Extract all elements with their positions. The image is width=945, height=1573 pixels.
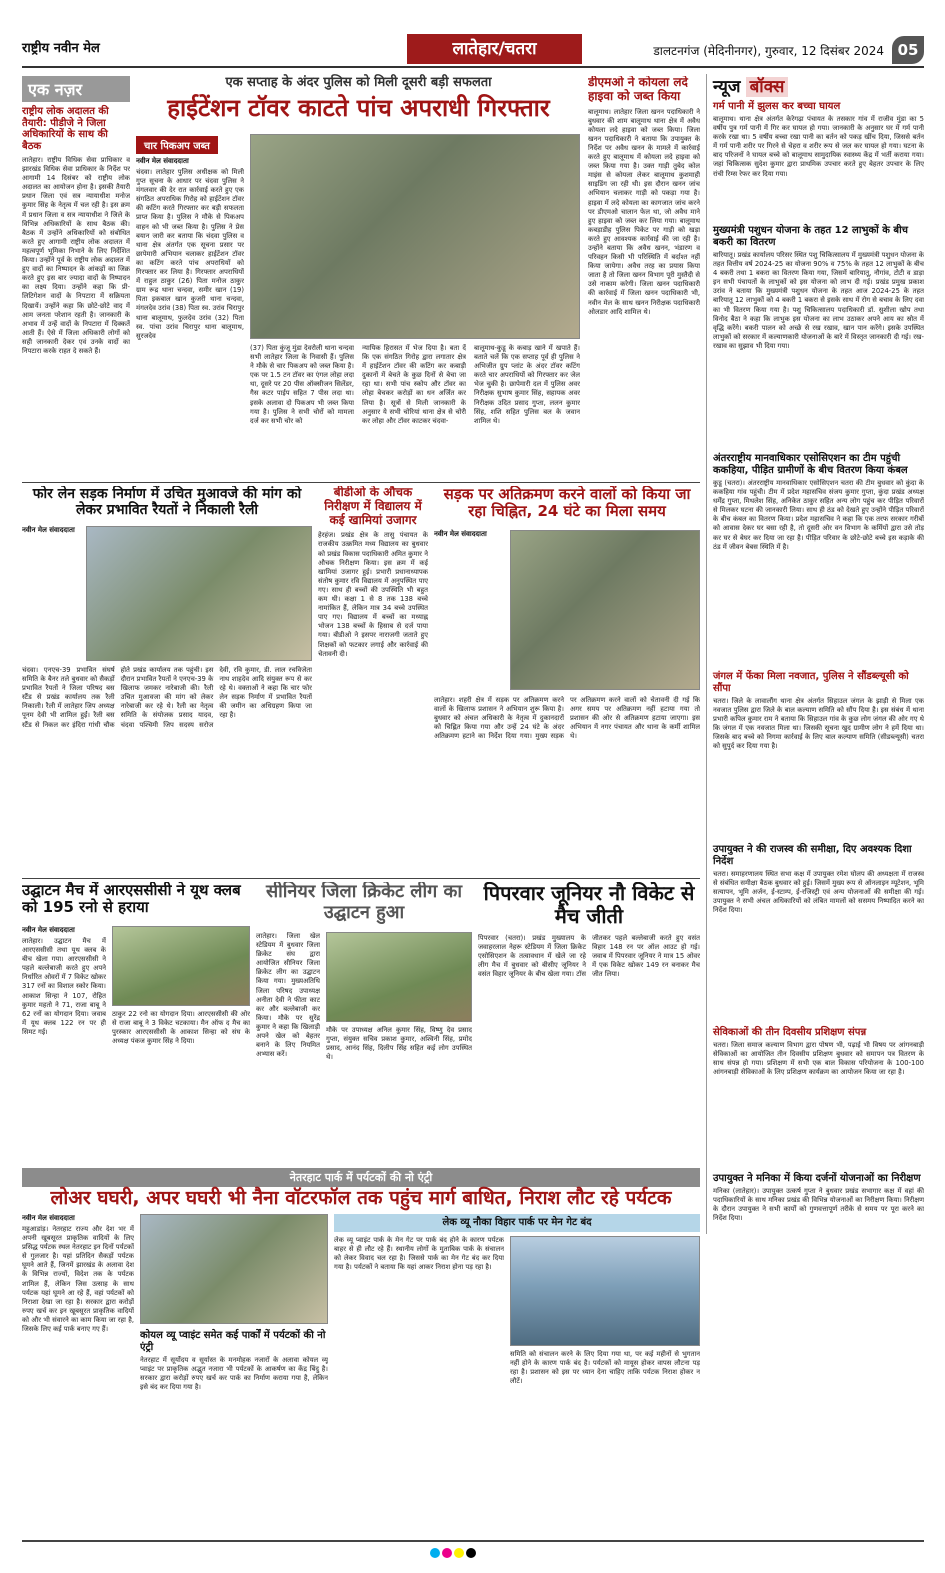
- senior-league-story: [256, 882, 472, 1172]
- netarhat-col1: [22, 1214, 134, 1534]
- news-item-body: बालूमाथ। थाना क्षेत्र अंतर्गत केरेगढ़ा पंचायत के तसकार गांव में राजीव मुंडा का 5 वर्षीय पुत्र गर्म पानी में गिर कर घायल हो गया। जानकारी के अनुसार घर में गर्म पानी करके रखा था। 5 वर्षीय बच्चा रखा पानी का बर्तन को पकड़ खींच दिया, जिससे बर्तन में गर्म पानी शरीर पर गिरने से चेहरा व शरीर रूप से जल कर घायल हो गया। घटना के बाद परिजनों ने घायल बच्चे को बालूमाथ सामुदायिक स्वास्थ्य केंद्र में भर्ती कराया गया। जहां चिकित्सक सुदेश कुमार द्वारा प्राथमिक उपचार करते हुए बेहतर उपचार के लिए रांची रिम्स रेफर कर दिया गया।: [713, 115, 924, 178]
- divider: [22, 482, 700, 483]
- news-item-headline: जंगल में फेंका मिला नवजात, पुलिस ने सौंडब्ल्यूसी को सौंपा: [713, 671, 909, 694]
- encroach-photo: [510, 530, 700, 690]
- page-number: 05: [892, 36, 924, 64]
- coal-body: बालूमाथ। लातेहार जिला खनन पदाधिकारी ने बुधवार की शाम बालूमाथ थाना क्षेत्र में अवैध कोयला लदे हाइवा को जब्त किया। जिला खनन पदाधिकारी ने बताया कि उपायुक्त के निर्देश पर अवैध खनन के मामले में कार्रवाई करते हुए बालूमाथ में कोयला लदे हाइवा को जब्त किया गया है। उक्त गाड़ी तुबेद कोल माइंस से कोयला लेकर बालूमाथ कुशमाही साइडिंग जा रही थी। इस दौरान खनन जांच अभियान चलाकर गाड़ी को पकड़ा गया है। हाइवा में लदे कोयला का कागजात जांच करने पर डीएमओ चालान फेल था, जो अवैध माने हुए हाइवा को जब्त कर लिया गया। बालूमाथ कबड़ाडीह पुलिस पिकेट पर गाड़ी को खड़ा करते हुए आवश्यक कार्रवाई की जा रही है। उन्होंने बताया कि अवैध खनन, भंडारण व परिवहन किसी भी परिस्थिति में बर्दाश्त नहीं किया जायेगा। अवैध तरह का प्रयास किया जाता है तो जिला खनन विभाग पूरी मुस्तैदी से उसे नाकाम करेगी। जिला खनन पदाधिकारी की कार्रवाई में जिला खनन पदाधिकारी भी, नवीन मेल के साथ खनन निरीक्षक पदाधिकारी ओलडार आदि शामिल थे।: [588, 107, 700, 316]
- section-title: लातेहार/चतरा: [407, 34, 582, 64]
- news-item-body: बारियातू। प्रखंड कार्यालय परिसर स्थित पशु चिकित्सालय में मुख्यमंत्री पशुधन योजना के तहत वित्तीय वर्ष 2024-25 का योजना 90% व 75% के तहत 12 लाभुकों के बीच 4 बकरी तथा 1 बकरा का वितरण किया गया, जिसमें बारियातू, नौगांव, टोटी व डाड़ा इन सभी पंचायतों के लाभुकों को इस योजना को लाभ दी गई। प्रखंड प्रमुख प्रकाश उरांव ने बताया कि मुख्यमंत्री पशुधन योजना के तहत आज 2024-25 के तहत बारियातू 12 लाभुकों को 4 बकरी 1 बकरा से इसके साथ में रोग से बचाव के लिए दवा का भी वितरण किया गया है। पशु चिकित्सालय पदाधिकारी डॉ. सुशीला खोप तथा विनोद बैठा ने कहा कि लाभुक इस योजना का लाभ उठाकर अपने आय का स्रोत में वृद्धि करेंगे। बकरी पालन को अच्छे से रख रखाव, खान पान करेंगे। इसके उपस्थित लाभुकों को सरकार में कल्याणकारी योजनाओं के बारे में विस्तृत जानकारी दी गई। रख-रखाव का सुझाव भी दिया गया।: [713, 251, 924, 350]
- divider: [22, 878, 700, 879]
- bottom-rule: [22, 1540, 924, 1542]
- lead-body-1: चंदवा। लातेहार पुलिस अधीक्षक को मिली गुप्त सूचना के आधार पर चंदवा पुलिस ने मंगलवार की देर रात कार्रवाई करते हुए एक संगठित अपराधिक गिरोह को हाईटेंशन टॉवर की कटिंग करते गिरफ्तार कर बड़ी सफलता प्राप्त किया है। पुलिस ने मौके से पिकअप वाहन को भी जब्त किया है। पुलिस ने प्रेस बयान जारी कर बताया कि चंदवा पुलिस व थाना क्षेत्र अंतर्गत एक सूचना प्रसार पर छापेमारी अभियान चलाकर हाईटेंशन टॉवर का कटिंग करते पांच अपराधियों को गिरफ्तार कर लिया है। गिरफ्तार अपराधियों में राहुल ठाकुर (26) पिता मनोज ठाकुर ग्राम रूद्र थाना चन्दवा, समीर खान (19) पिता इकबाल खान कुजरी थाना चन्दवा, मंगलदेव उरांव (38) पिता स्व. उरांव चिरापुर थाना बालूमाथ, फुलदेव उरांव (32) पिता स्व. पांचा उरांव चिरापुर थाना बालूमाथ, सुरजदेव: [136, 168, 244, 340]
- encroach-headline: सड़क पर अतिक्रमण करने वालों को किया जा रहा चिह्नित, 24 घंटे का मिला समय: [443, 486, 691, 521]
- bdo-body: हेरहंज। प्रखंड क्षेत्र के तासु पंचायत के राजकीय उत्क्रमित मध्य विद्यालय का बुधवार को प्रखंड विकास पदाधिकारी अमित कुमार ने औचक निरीक्षण किया। इस क्रम में कई खामियां उजागर हुई। प्रभारी प्रधानाध्यापक संतोष कुमार रवि विद्यालय में अनुपस्थित पाए गए। साथ ही बच्चों की उपस्थिति भी बहुत कम थी। कक्षा 1 से 8 तक 138 बच्चे नामांकित हैं, लेकिन मात्र 34 बच्चे उपस्थित पाए गए। विद्यालय में बच्चों का मध्याह्न भोजन 138 बच्चों के हिसाब से दर्ज पाया गया। बीडीओ ने इसपर नाराजगी जताते हुए शिक्षकों को फटकार लगाई और कार्रवाई की चेतावनी दी।: [318, 531, 428, 658]
- news-item-body: कुडू (चतरा)। अंतरराष्ट्रीय मानवाधिकार एसोसिएशन चतरा की टीम बुधवार को कुंदा के ककहिया गांव पहुंची। टीम में प्रदेश महासचिव संजय कुमार गुप्ता, कुंदा प्रखंड अध्यक्ष धर्मेंद्र गुप्ता, मिथलेश सिंह, अनिकेत ठाकुर सहित अन्य लोग पहुंच कर पीड़ित परिवारों से मिलकर घटना की जानकारी लिया। साथ ही ठंड को देखते हुए उन्होंने पीड़ित परिवारों के बीच कंबल का वितरण किया। प्रदेश महासचिव ने कहा कि एक तरफ सरकार गरीबों को आवास देकर घर बसा रही है, तो दूसरी ओर वन विभाग के कर्मियों द्वारा उसे तोड़ कर घर से बेघर कर दिया जा रहा है। पीड़ित परिवार के छोटे-छोटे बच्चे इस कड़ाके की ठंड में जीवन बेबस स्थिति में है।: [713, 479, 924, 551]
- koyal-headline: कोयल व्यू प्वाइंट समेत कई पार्कों में पर्यटकों की नो एंट्री: [140, 1330, 326, 1353]
- lead-kicker: एक सप्ताह के अंदर पुलिस को मिली दूसरी बड़ी सफलता: [225, 75, 492, 90]
- news-item: [713, 671, 924, 842]
- udghatan-body-2: ठाकुर 22 रनो का योगदान दिया। आरएससीसी की ओर से राजा बाबू ने 3 विकेट चटकाया। मैन ऑफ द मैच का पुरस्कार आरएससीसी के आकाश सिन्हा को संघ के अध्यक्ष पंकज कुमार सिंह ने दिया।: [112, 1010, 250, 1046]
- udghatan-col1: [22, 926, 106, 1166]
- news-item-headline: मुख्यमंत्री पशुधन योजना के तहत 12 लाभुकों के बीच बकरी का वितरण: [713, 225, 909, 248]
- ek-nazar-headline: राष्ट्रीय लोक अदालत की तैयारी: पीडीजे ने जिला अधिकारियों के साथ की बैठक: [22, 106, 109, 152]
- koyal-body: नेतरहाट में सूर्योदय व सूर्यास्त के मनमोहक नजारों के अलावा कोयल व्यू प्वाइंट पर प्राकृतिक अद्भुत नजारा भी पर्यटकों के आकर्षण का केंद्र बिंदु है। सरकार द्वारा करोड़ों रुपए खर्च कर पार्क का निर्माण कराया गया है, लेकिन इसे बंद कर दिया गया है।: [140, 1356, 328, 1392]
- netarhat-body-2: लेक व्यू प्वाइंट पार्क के मेन गेट पर पार्क बंद होने के कारण पर्यटक बाहर से ही लौट रहे हैं। स्थानीय लोगों के मुताबिक पार्क के संचालन को लेकर विवाद चल रहा है। जिससे पार्क का मेन गेट बंद कर दिया गया है। पर्यटकों ने बताया कि यहां आकर निराश होना पड़ रहा है।: [334, 1236, 504, 1272]
- news-item: [713, 453, 924, 669]
- news-item: [713, 844, 924, 1025]
- news-box-title: [713, 74, 924, 97]
- netarhat-byline: नवीन मेल संवाददाता: [22, 1214, 75, 1222]
- koyal-story: [140, 1328, 328, 1534]
- yellow-mark: [454, 1548, 464, 1558]
- netarhat-headline: लोअर घघरी, अपर घघरी भी नैना वॉटरफॉल तक पहुंच मार्ग बाधित, निराश लौट रहे पर्यटक: [50, 1187, 672, 1209]
- encroach-story: [434, 486, 700, 876]
- registration-marks: [430, 1548, 476, 1558]
- news-item-headline: अंतरराष्ट्रीय मानवाधिकार एसोसिएशन का टीम पहुंची ककहिया, पीड़ित ग्रामीणों के बीच वितरण किया कंबल: [713, 453, 908, 476]
- lake-boating-photo: [510, 1236, 700, 1346]
- ek-nazar-label: एक नज़र: [22, 76, 130, 102]
- encroach-byline: नवीन मेल संवाददाता: [434, 530, 487, 538]
- news-item: [713, 101, 924, 223]
- news-box: [706, 74, 924, 1234]
- lead-body-4: बालूमाथ-कुडू के कबाड़ खाने में खपाते हैं। बताते चलें कि एक सप्ताह पूर्व ही पुलिस ने अभिजीत ग्रुप प्लांट के अंदर टॉवर कटिंग करते चार अपराधियों को गिरफ्तार कर जेल भेज चुकी है। छापेमारी दल में पुलिस अवर निरीक्षक सुभाष कुमार सिंह, सहायक अवर निरीक्षक उदित प्रसाद गुप्ता, ललन कुमार सिंह, शशि सहित पुलिस बल के जवान शामिल थे।: [474, 344, 580, 425]
- netarhat-ribbon: नेतरहाट पार्क में पर्यटकों की नो एंट्री: [22, 1168, 700, 1187]
- four-lane-story: [22, 486, 312, 876]
- lake-view-tag: लेक व्यू नौका विहार पार्क पर मेन गेट बंद: [334, 1214, 700, 1232]
- encroach-body: लातेहार। शहरी क्षेत्र में सड़क पर अतिक्रमण करने वालों के खिलाफ प्रशासन ने अभियान शुरू किया है। बुधवार को अंचल अधिकारी के नेतृत्व में दुकानदारों को चिह्नित किया गया और उन्हें 24 घंटे के अंदर अतिक्रमण हटाने का निर्देश दिया गया। मुख्य सड़क पर अतिक्रमण करने वालों को चेतावनी दी गई कि अगर समय पर अतिक्रमण नहीं हटाया गया तो प्रशासन की ओर से अतिक्रमण हटाया जाएगा। इस अभियान में नगर पंचायत और थाना के कर्मी शामिल थे।: [434, 696, 700, 741]
- udghatan-headline: उद्घाटन मैच में आरएससीसी ने यूथ क्लब को 195 रनो से हराया: [22, 882, 241, 917]
- four-lane-headline: फोर लेन सड़क निर्माण में उचित मुआवजे की मांग को लेकर प्रभावित रैयतों ने निकाली रैली: [32, 486, 302, 519]
- ek-nazar-column: [22, 76, 130, 486]
- encroach-col1: [434, 530, 504, 541]
- ek-nazar-body: लातेहार। राष्ट्रीय विधिक सेवा प्राधिकार व झारखंड विधिक सेवा प्राधिकार के निर्देश पर आगामी 14 दिसंबर को राष्ट्रीय लोक अदालत का आयोजन होना है। इसकी तैयारी प्रधान जिला एवं सत्र न्यायाधीश मनोज कुमार सिंह के नेतृत्व में चल रही है। इस क्रम में प्रधान जिला व सत्र न्यायाधीश ने जिले के विभिन्न अधिकारियों के साथ बैठक की। बैठक में उन्होंने अधिकारियों को संबोधित करते हुए आगामी राष्ट्रीय लोक अदालत में महत्वपूर्ण भूमिका निभाने के लिए निर्देशित किया। उन्होंने पूर्व के राष्ट्रीय लोक अदालत में हुए वादों का निष्पादन के आंकड़ों का जिक्र करते हुए इस बार ज्यादा वादों के निष्पादन का लक्ष्य दिया। उन्होंने कहा कि प्री-लिटिगेशन वादों के निपटारा में सक्रियता दिखायें। उन्होंने कहा कि छोटे-छोटे वाद में आम जनता परेशान रहती है। जानकारी के अभाव में उन्हें वादों के निपटारा में दिक्कतें आती हैं। ऐसे में जिला अधिकारी लोगों को सही जानकारी देकर एवं उनके वादों का निपटारा करके राहत दे सकते हैं।: [22, 156, 130, 355]
- coal-story: [588, 76, 700, 476]
- lead-tag: चार पिकअप जब्त: [136, 136, 218, 154]
- news-box-title-a: न्यूज: [713, 77, 741, 97]
- black-mark: [466, 1548, 476, 1558]
- netarhat-body: महुआडांड़। नेतरहाट राज्य और देश भर में अपनी खूबसूरत प्राकृतिक वादियों के लिए प्रसिद्ध पर्यटक स्थल नेतरहाट इन दिनों पर्यटकों से गुलजार है। यहां प्रतिदिन सैकड़ों पर्यटक घूमने आते हैं, जिनमें झारखंड के अलावा देश के विभिन्न राज्यों, विदेश तक के पर्यटक शामिल हैं, लेकिन जिस उत्साह के साथ पर्यटक यहां घूमने आ रहे हैं, वहां पर्यटकों को निराशा देखा जा रहा है। सरकार द्वारा करोड़ों रुपए खर्च कर इन खूबसूरत प्राकृतिक वादियों को और भी संवारने का काम किया जा रहा है, जिसके लिए कई पार्क बनाए गए हैं।: [22, 1225, 134, 1334]
- news-box-title-b: बॉक्स: [746, 77, 789, 97]
- senior-league-photo: [326, 932, 472, 1022]
- news-item-body: चतरा। जिला समाज कल्याण विभाग द्वारा पोषण भी, पढ़ाई भी विषय पर आंगनबाड़ी सेविकाओं का आयोजित तीन दिवसीय प्रशिक्षण बुधवार को समापन पत्र वितरण के साथ संपन्न हो गया। प्रशिक्षण में सभी एक बाल विकास परियोजना के 100-100 आंगनबाड़ी सेविकाओं के लिए प्रशिक्षण कार्यक्रम का आयोजन किया जा रहा है।: [713, 1041, 924, 1077]
- udghatan-byline: नवीन मेल संवाददाता: [22, 926, 75, 934]
- lead-byline: नवीन मेल संवाददाता: [136, 157, 189, 165]
- news-item: [713, 1173, 924, 1234]
- news-item-headline: उपायुक्त ने की राजस्व की समीक्षा, दिए अवश्यक दिशा निर्देश: [713, 844, 912, 867]
- udghatan-body: लातेहार। उद्घाटन मैच में आरएससीसी तथा यूथ क्लब के बीच खेला गया। आरएससीसी ने पहले बल्लेबाजी करते हुए अपने निर्धारित ओवरों में 7 विकेट खोकर 317 रनों का विशाल स्कोर किया। आकाश सिन्हा ने 107, रोहित कुमार महतो ने 71, राजा बाबू ने 62 रनों का योगदान दिया। जवाब में यूथ क्लब 122 रन पर ही सिमट गई।: [22, 937, 106, 1036]
- park-gate-photo: [140, 1214, 328, 1324]
- coal-headline: डीएमओ ने कोयला लदे हाइवा को जब्त किया: [588, 76, 688, 103]
- dateline: डालटनगंज (मेदिनीनगर), गुरुवार, 12 दिसंबर 2024: [653, 44, 884, 58]
- four-lane-body: चंदवा। एनएच-39 प्रभावित संघर्ष समिति के बैनर तले बुधवार को सैकड़ों प्रभावित रैयतों ने जिला परिषद बस स्टैंड से प्रखंड कार्यालय तक रैली निकाली। रैली में लातेहार जिप अध्यक्ष पूनम देवी भी शामिल हुईं। रैली बस स्टैंड से निकल कर इंदिरा गांधी चौक होते प्रखंड कार्यालय तक पहुंची। इस दौरान प्रभावित रैयतों ने एनएच-39 के खिलाफ जमकर नारेबाजी की। रैली उचित मुआवजा की मांग को लेकर नारेबाजी कर रहे थे। रैली का नेतृत्व समिति के संयोजक प्रसाद यादव, चंदवा पश्चिमी जिप सदस्य सरोज देवी, रवि कुमार, डी. लाल रचविजेता नाथ शाहदेव आदि संयुक्त रूप से कर रहे थे। वक्ताओं ने कहा कि चार फोर लेन सड़क निर्माण में प्रभावित रैयतों की जमीन का अधिग्रहण किया जा रहा है।: [22, 666, 312, 729]
- senior-body: लातेहार। जिला खेल स्टेडियम में बुधवार जिला क्रिकेट संघ द्वारा आयोजित सीनियर जिला क्रिकेट लीग का उद्घाटन किया गया। मुख्यअतिथि जिला परिषद उपाध्यक्ष अनीता देवी ने फीता काट कर और बल्लेबाजी कर किया। मौके पर सुरेंद्र कुमार ने कहा कि खिलाड़ी अपने खेल को बेहतर बनाने के लिए नियमित अभ्यास करें।: [256, 932, 320, 1059]
- magenta-mark: [442, 1548, 452, 1558]
- lead-body-2: (37) पिता कुंजू मुंडा देवरोली थाना चन्दवा सभी लातेहार जिला के निवासी हैं। पुलिस ने मौके से चार पिकअप को जब्त किया है। एक पर 1.5 टन टॉवर का एंगल लोहा लदा था, दूसरे पर 20 पीस ऑक्सीजन सिलेंडर, गैस कटर पाईप सहित 7 पीस लदा था। इसके अलावा दो पिकअप भी जब्त किया गया है। पुलिस ने सभी चोरों को मामला दर्ज कर सभी चोर को: [250, 344, 354, 425]
- arrested-criminals-photo: [250, 134, 580, 339]
- piparwar-headline: पिपरवार जूनियर नौ विकेट से मैच जीती: [483, 882, 695, 928]
- masthead: [22, 34, 924, 68]
- senior-headline: सीनियर जिला क्रिकेट लीग का उद्घाटन हुआ: [265, 882, 463, 923]
- bdo-story: [318, 486, 428, 876]
- lead-story: [136, 76, 581, 476]
- four-lane-col1: [22, 526, 82, 537]
- four-lane-byline: नवीन मेल संवाददाता: [22, 526, 75, 534]
- piparwar-story: [478, 882, 700, 1172]
- cyan-mark: [430, 1548, 440, 1558]
- news-item-body: चतरा। समाहरणालय स्थित सभा कक्ष में उपायुक्त रमेश घोलप की अध्यक्षता में राजस्व से संबंधित समीक्षा बैठक बुधवार को हुई। जिसमें मुख्य रूप से ऑनलाइन म्यूटेशन, भूमि सत्यापन, भूमि अर्जन, ई-स्टाम्प, ई-रजिस्ट्री एवं अन्य योजनाओं की समीक्षा की गई। उपायुक्त ने सभी अंचल अधिकारियों को लंबित मामलों को ससमय निष्पादित करने का निर्देश दिया।: [713, 870, 924, 915]
- news-item-body: मनिका (लातेहार)। उपायुक्त उत्कर्ष गुप्ता ने बुधवार प्रखंड सभागार कक्ष में वहां की पदाधिकारियों के साथ मनिका प्रखंड की विभिन्न योजनाओं का निरीक्षण किया। निरीक्षण के दौरान उपायुक्त ने सभी कार्यों को गुणवत्तापूर्ण तरीके से समय पर पूरा करने का निर्देश दिया।: [713, 1187, 924, 1223]
- news-item-headline: सेविकाओं की तीन दिवसीय प्रशिक्षण संपन्न: [713, 1027, 867, 1038]
- senior-body-2: मौके पर उपाध्यक्ष अनिल कुमार सिंह, विष्णु देव प्रसाद गुप्ता, संयुक्त सचिव प्रकाश कुमार, अश्विनी सिंह, प्रमोद प्रसाद, आनंद सिंह, दिलीप सिंह सहित कई लोग उपस्थित थे।: [326, 1026, 472, 1062]
- news-item: [713, 1027, 924, 1171]
- news-item-body: चतरा। जिले के लावालौंग थाना क्षेत्र अंतर्गत सिहाउल जंगल के झाड़ी से मिला एक नवजात पुलिस द्वारा जिले के बाल कल्याण समिति को सौंप दिया है। इस संबंध में थाना प्रभारी कपिल कुमार राम ने बताया कि सिहाउल गांव के कुछ लोग जंगल की ओर गए थे कि जंगल में एक नवजात मिला था। जिसकी सूचना खुद ग्रामीण लोग ने हमें दिया था। जिसके बाद बच्चे को निगमा कार्रवाई के लिए बाल कल्याण समिति (सीडब्ल्यूसी) चतरा को सुपुर्द कर दिया गया है।: [713, 697, 924, 751]
- lead-headline: हाईटेंशन टॉवर काटते पांच अपराधी गिरफ्तार: [167, 93, 550, 122]
- piparwar-body: पिपरवार (चतरा)। प्रखंड मुख्यालय के जवाहरलाल नेहरू स्टेडियम में जिला क्रिकेट एसोसिएशन के तत्वावधान में खेले जा रहे लीग मैच में बुधवार को बीसीए जूनियर ने वसंत विहार जूनियर के बीच खेला गया। टॉस जीतकर पहले बल्लेबाजी करते हुए वसंत विहार 148 रन पर ऑल आउट हो गई। जवाब में पिपरवार जूनियर ने मात्र 15 ओवर में एक विकेट खोकर 149 रन बनाकर मैच जीत लिया।: [478, 934, 700, 979]
- newspaper-brand: राष्ट्रीय नवीन मेल: [22, 41, 100, 56]
- lead-body-3: न्यायिक हिरासत में भेज दिया है। बता दें कि एक संगठित गिरोह द्वारा लगातार क्षेत्र में हाईटेंशन टॉवर की कटिंग कर कबाड़ी दुकानों में बेचते के कुछ दिनों से बेचा जा रहा था। सभी पांच स्कोप और टॉवर का लोहा बेचकर करोड़ों का धन अर्जित कर लिया है। सूत्रों से मिली जानकारी के अनुसार ये सभी चोरियां थाना क्षेत्र से चोरी कर लोहा और टॉवर काटकर चंदवा-: [362, 344, 466, 425]
- lead-col1: [136, 134, 244, 464]
- news-item-headline: उपायुक्त ने मनिका में किया दर्जनों योजनाओं का निरीक्षण: [713, 1173, 921, 1184]
- news-item-headline: गर्म पानी में झुलस कर बच्चा घायल: [713, 101, 841, 112]
- udghatan-photo: [112, 926, 250, 1006]
- rally-photo: [86, 526, 312, 661]
- udghatan-story: [22, 882, 250, 1172]
- netarhat-body-3: समिति को संचालन करने के लिए दिया गया था, पर कई महीनों से भुगतान नहीं होने के कारण पार्क बंद है। पर्यटकों को मायूस होकर वापस लौटना पड़ रहा है। प्रशासन को इस पर ध्यान देना चाहिए ताकि पर्यटक निराश होकर न लौटें।: [510, 1350, 700, 1386]
- news-item: [713, 225, 924, 451]
- bdo-headline: बीडीओ के औचक निरीक्षण में विद्यालय में कई खामियां उजागर: [324, 486, 422, 527]
